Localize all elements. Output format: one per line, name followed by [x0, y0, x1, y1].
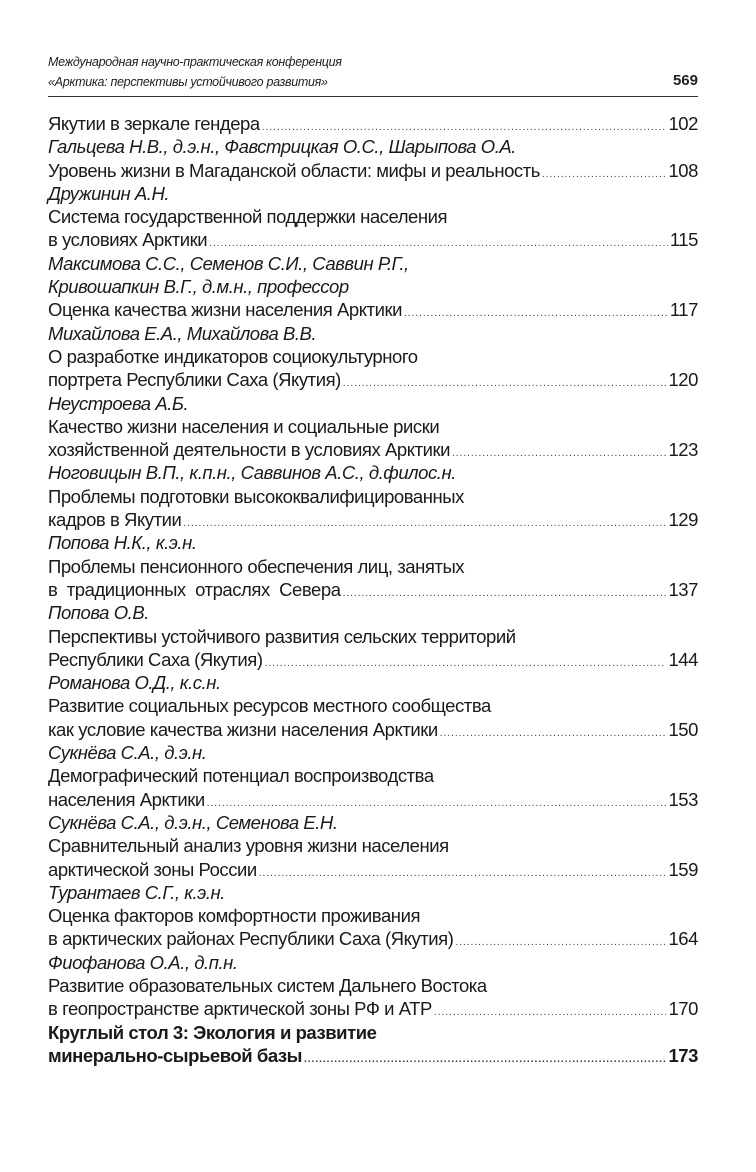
toc-text: Попова Н.К., к.э.н.	[48, 532, 197, 554]
toc-text: Ноговицын В.П., к.п.н., Саввинов А.С., д.филос.н.	[48, 462, 456, 484]
toc-text: Уровень жизни в Магаданской области: мифы и реальность	[48, 159, 540, 181]
toc-text: арктической зоны России	[48, 858, 257, 880]
toc-text: населения Арктики	[48, 788, 205, 810]
toc-entry-title	[48, 858, 698, 881]
toc-text: Романова О.Д., к.с.н.	[48, 672, 221, 694]
toc-text: Михайлова Е.А., Михайлова В.В.	[48, 322, 317, 344]
toc-page-number: 115	[669, 229, 698, 251]
toc-text: в арктических районах Республики Саха (Якутия)	[48, 928, 454, 950]
toc-section-heading	[48, 1044, 698, 1067]
toc-text: Сравнительный анализ уровня жизни населения	[48, 835, 449, 857]
toc-text: Турантаев С.Г., к.э.н.	[48, 881, 225, 903]
toc-text: кадров в Якутии	[48, 509, 182, 531]
page-number: 569	[672, 72, 698, 89]
toc-page-number: 117	[669, 299, 698, 321]
toc-page-number: 144	[668, 648, 698, 670]
toc-text: минерально-сырьевой базы	[48, 1044, 302, 1066]
toc-text: в условиях Арктики	[48, 229, 208, 251]
toc-entry-title	[48, 718, 698, 741]
toc-entry-title	[48, 415, 698, 438]
toc-page-number: 102	[668, 113, 698, 134]
toc-entry-title	[48, 555, 698, 578]
toc-text: Сукнёва С.А., д.э.н., Семенова Е.Н.	[48, 811, 338, 833]
toc-entry-title	[48, 927, 698, 950]
toc-text: Сукнёва С.А., д.э.н.	[48, 742, 207, 764]
dot-leader	[434, 1001, 667, 1024]
toc-entry-title	[48, 205, 698, 228]
dot-leader	[343, 582, 667, 605]
toc-entry-title	[48, 485, 698, 508]
toc-page-number: 129	[668, 509, 698, 531]
toc-text: Гальцева Н.В., д.э.н., Фавстрицкая О.С., Шарыпова О.А.	[48, 136, 516, 158]
toc-authors	[48, 275, 698, 298]
dot-leader	[404, 302, 668, 325]
toc-text: Проблемы пенсионного обеспечения лиц, занятых	[48, 555, 465, 577]
toc-entry-title	[48, 159, 698, 182]
toc-text: как условие качества жизни населения Арктики	[48, 718, 438, 740]
toc-text: Кривошапкин В.Г., д.м.н., профессор	[48, 276, 349, 298]
toc-entry-title	[48, 438, 698, 461]
dot-leader	[265, 652, 667, 675]
toc-page-number: 108	[668, 159, 698, 181]
toc-page-number: 153	[668, 788, 698, 810]
toc-page-number: 159	[668, 858, 698, 880]
toc-entry-title	[48, 112, 698, 135]
header-rule	[48, 96, 698, 97]
dot-leader	[455, 931, 666, 954]
toc-page-number: 120	[668, 369, 698, 391]
dot-leader	[542, 163, 667, 186]
toc-text: в геопространстве арктической зоны РФ и АТР	[48, 998, 432, 1020]
toc-text: О разработке индикаторов социокультурного	[48, 345, 418, 367]
toc-text: портрета Республики Саха (Якутия)	[48, 369, 341, 391]
toc-entry-title	[48, 625, 698, 648]
toc-text: Система государственной поддержки населения	[48, 206, 448, 228]
toc-entry-title	[48, 694, 698, 717]
toc-text: Развитие социальных ресурсов местного сообщества	[48, 695, 491, 717]
dot-leader	[343, 372, 667, 395]
toc-page-number: 137	[668, 578, 698, 600]
toc-entry-title	[48, 298, 698, 321]
table-of-contents	[48, 112, 698, 1067]
toc-entry-title	[48, 368, 698, 391]
header-title-line: «Арктика: перспективы устойчивого развития»	[48, 75, 328, 89]
running-header	[48, 52, 698, 92]
toc-entry-title	[48, 997, 698, 1020]
toc-text: Оценка качества жизни населения Арктики	[48, 299, 403, 321]
toc-text: Демографический потенциал воспроизводства	[48, 765, 434, 787]
toc-page-number: 164	[668, 928, 698, 950]
toc-entry-title	[48, 345, 698, 368]
toc-text: Круглый стол 3: Экология и развитие	[48, 1021, 377, 1043]
toc-entry-title	[48, 834, 698, 857]
toc-entry-title	[48, 974, 698, 997]
toc-entry-title	[48, 764, 698, 787]
toc-page-number: 173	[668, 1044, 698, 1066]
toc-text: Максимова С.С., Семенов С.И., Саввин Р.Г.,	[48, 252, 409, 274]
toc-text: Проблемы подготовки высококвалифицированных	[48, 485, 464, 507]
toc-text: Республики Саха (Якутия)	[48, 648, 263, 670]
toc-entry-title	[48, 904, 698, 927]
toc-text: Попова О.В.	[48, 602, 149, 624]
toc-entry-title	[48, 508, 698, 531]
dot-leader	[183, 512, 666, 535]
toc-text: Дружинин А.Н.	[48, 182, 170, 204]
toc-text: хозяйственной деятельности в условиях Арктики	[48, 439, 450, 461]
toc-entry-title	[48, 648, 698, 671]
toc-page-number: 170	[668, 998, 698, 1020]
toc-entry-title	[48, 578, 698, 601]
toc-text: Неустроева А.Б.	[48, 392, 189, 414]
toc-text: Якутии в зеркале гендера	[48, 113, 260, 134]
toc-text: Развитие образовательных систем Дальнего Востока	[48, 974, 487, 996]
dot-leader	[440, 722, 667, 745]
toc-page-number: 123	[668, 439, 698, 461]
toc-text: в традиционных отраслях Севера	[48, 578, 341, 600]
dot-leader	[259, 862, 667, 885]
dot-leader	[452, 442, 666, 465]
toc-text: Качество жизни населения и социальные риски	[48, 415, 440, 437]
toc-entry-title	[48, 788, 698, 811]
toc-text: Фиофанова О.А., д.п.н.	[48, 951, 238, 973]
toc-text: Оценка факторов комфортности проживания	[48, 905, 421, 927]
dot-leader	[304, 1048, 666, 1071]
toc-page-number: 150	[668, 718, 698, 740]
header-conference-line: Международная научно-практическая конференция	[48, 55, 342, 69]
toc-entry-title	[48, 228, 698, 251]
toc-text: Перспективы устойчивого развития сельских территорий	[48, 625, 516, 647]
